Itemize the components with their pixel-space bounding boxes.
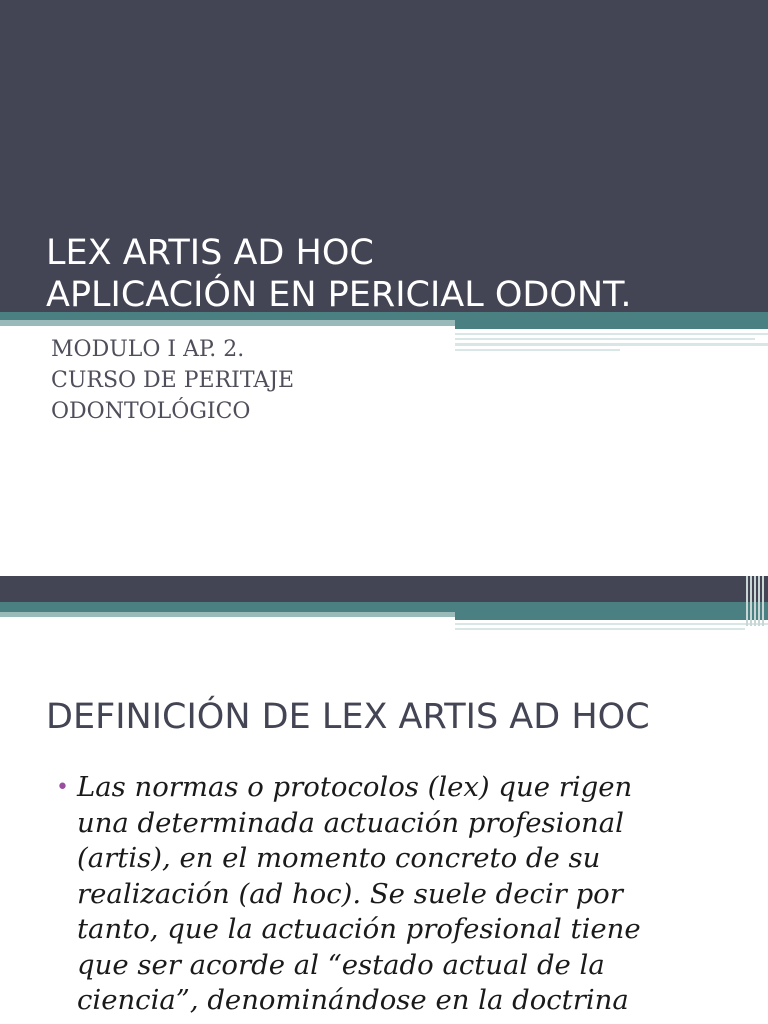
accent-line (455, 333, 768, 335)
text-line: Las normas o protocolos (lex) que rigen (77, 771, 633, 803)
slide-subtitle (51, 334, 451, 427)
light-divider (0, 320, 455, 326)
text-line: tanto, que la actuación profesional tiene (77, 913, 641, 945)
decorative-stripes (744, 576, 768, 626)
title-line: APLICACIÓN EN PERICIAL ODONT. (46, 275, 632, 315)
slide-title: DEFINICIÓN DE LEX ARTIS AD HOC (46, 697, 650, 737)
header-band (0, 576, 768, 602)
teal-divider-right (455, 320, 768, 329)
light-divider (0, 612, 455, 617)
accent-line (455, 628, 745, 630)
slide-title (46, 232, 746, 316)
text-line: que ser acorde al “estado actual de la (77, 948, 605, 981)
definition-slide (0, 576, 768, 1024)
text-line: (artis), en el momento concreto de su (77, 842, 601, 874)
bullet-icon: • (56, 775, 69, 800)
subtitle-line: ODONTOLÓGICO (51, 399, 251, 424)
accent-line (455, 623, 768, 625)
accent-line (455, 349, 620, 351)
bullet-list-item (56, 770, 706, 1019)
title-line: LEX ARTIS AD HOC (46, 233, 374, 273)
subtitle-line: CURSO DE PERITAJE (51, 368, 295, 393)
accent-line (455, 343, 768, 346)
text-line: ciencia”, denominándose en la doctrina (77, 984, 629, 1016)
text-line: una determinada actuación profesional (77, 806, 624, 839)
teal-divider-right (455, 612, 768, 620)
accent-line (455, 338, 755, 340)
bullet-text (77, 770, 706, 1019)
subtitle-line: MODULO I AP. 2. (51, 337, 245, 362)
teal-divider (0, 602, 768, 612)
text-line: realización (ad hoc). Se suele decir por (77, 877, 623, 910)
